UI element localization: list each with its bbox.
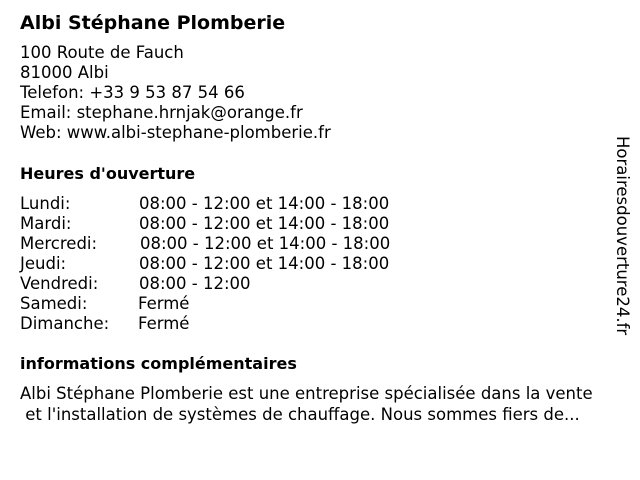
- day-label: Mercredi:: [20, 234, 98, 253]
- email-line: Email: stephane.hrnjak@orange.fr: [20, 103, 303, 122]
- day-label: Dimanche:: [20, 314, 110, 333]
- phone-line: Telefon: +33 9 53 87 54 66: [20, 83, 245, 102]
- day-label: Vendredi:: [20, 274, 99, 293]
- description-text: [20, 383, 620, 425]
- day-label: Lundi:: [20, 194, 71, 213]
- contact-block: [20, 43, 331, 143]
- time-range: Fermé: [138, 294, 190, 313]
- time-range: Fermé: [138, 314, 190, 333]
- side-brand-text: Horairesdouverture24.fr: [613, 136, 632, 336]
- time-range: 08:00 - 12:00 et 14:00 - 18:00: [139, 214, 390, 233]
- day-label: Mardi:: [20, 214, 72, 233]
- web-line: Web: www.albi-stephane-plomberie.fr: [20, 123, 331, 142]
- street-address: 100 Route de Fauch: [20, 43, 184, 62]
- hours-heading: Heures d'ouverture: [20, 164, 196, 183]
- city-address: 81000 Albi: [20, 63, 109, 82]
- description-line: et l'installation de systèmes de chauffage. Nous sommes fiers de...: [20, 405, 580, 424]
- info-heading: informations complémentaires: [20, 354, 297, 373]
- day-label: Jeudi:: [20, 254, 67, 273]
- time-range: 08:00 - 12:00 et 14:00 - 18:00: [139, 254, 390, 273]
- time-range: 08:00 - 12:00 et 14:00 - 18:00: [139, 194, 390, 213]
- day-label: Samedi:: [20, 294, 88, 313]
- description-line: Albi Stéphane Plomberie est une entreprise spécialisée dans la vente: [20, 384, 593, 403]
- business-name: Albi Stéphane Plomberie: [20, 12, 286, 34]
- time-range: 08:00 - 12:00 et 14:00 - 18:00: [140, 234, 391, 253]
- time-range: 08:00 - 12:00: [139, 274, 251, 293]
